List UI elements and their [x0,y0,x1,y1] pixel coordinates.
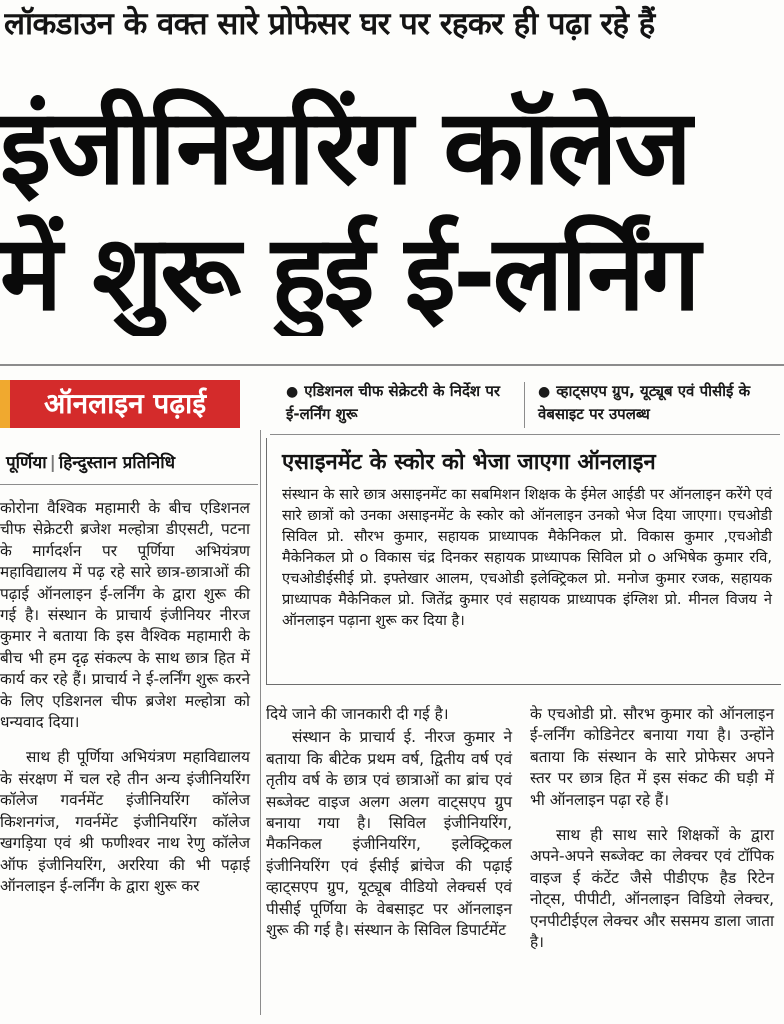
byline-divider [0,484,258,485]
article-column-1 [0,498,250,911]
bullet-divider [524,382,525,428]
headline [0,84,784,336]
bullet-text-1: एडिशनल चीफ सेक्रेटरी के निर्देश पर ई-लर्निंग शुरू [286,382,500,423]
headline-divider [0,364,784,366]
paragraph: दिये जाने की जानकारी दी गई है। [266,705,449,723]
column-divider-left [260,430,261,1015]
info-box-text: संस्थान के सारे छात्र असाइनमेंट का सबमिशन शिक्षक के ईमेल आईडी पर ऑनलाइन करेंगे एवं सारे छात्रों को उनका असाइनमेंट के स्कोर को ऑनलाइन उनको भेज दिया जाएगा। एचओडी सिविल प्रो. सौरभ कुमार, सहायक प्राध्यापक मैकेनिकल प्रो. विकास कुमार ,एचओडी मैकेनिकल प्रो o विकास चंद्र दिनकर सहायक प्राध्यापक सिविल प्रो o अभिषेक कुमार रवि, एचओडीईसीई प्रो. इफ्तेखार आलम, एचओडी इलेक्ट्रिकल प्रो. मनोज कुमार रजक, सहायक प्राध्यापक मैकेनिकल प्रो. जितेंद्र कुमार एवं सहायक प्राध्यापक इंग्लिश प्रो. मीनल विजय ने ऑनलाइन पढ़ाना शुरू कर दिया है। [282,486,772,629]
article-column-2 [266,704,512,955]
paragraph: साथ ही पूर्णिया अभियंत्रण महाविद्यालय के संरक्षण में चल रहे तीन अन्य इंजीनियरिंग कॉलेज गवर्नमेंट इंजीनियरिंग कॉलेज किशनगंज, गवर्नमेंट इंजीनियरिंग कॉलेज खगड़िया एवं श्री फणीश्वर नाथ रेणु कॉलेज ऑफ इंजीनियरिंग, अररिया की भी पढ़ाई ऑनलाइन ई-लर्निंग के द्वारा शुरू कर [0,748,250,895]
headline-line-2: में शुरू हुई ई-लर्निंग [0,212,698,334]
bullet-text-2: व्हाट्सएप ग्रुप, यूट्यूब एवं पीसीई के वेबसाइट पर उपलब्ध [538,382,751,423]
paragraph: के एचओडी प्रो. सौरभ कुमार को ऑनलाइन ई-लर्निंग कोडिनेटर बनाया गया है। उन्होंने बताया कि संस्थान के सारे प्रोफेसर अपने स्तर पर छात्र हित में इस संकट की घड़ी में भी ऑनलाइन पढ़ा रहे हैं। [530,705,774,809]
byline-separator: | [49,453,56,473]
byline-source: हिन्दुस्तान प्रतिनिधि [58,453,176,473]
info-box-title: एसाइनमेंट के स्कोर को भेजा जाएगा ऑनलाइन [282,450,656,475]
byline-place: पूर्णिया [6,453,47,473]
kicker-line: लॉकडाउन के वक्त सारे प्रोफेसर घर पर रहकर ही पढ़ा रहे हैं [4,6,655,42]
bullet-point-1 [286,380,516,425]
section-badge: ऑनलाइन पढ़ाई [0,380,240,428]
paragraph: साथ ही साथ सारे शिक्षकों के द्वारा अपने-अपने सब्जेक्ट का लेक्चर एवं टॉपिक वाइज ई कंटेंट जैसे पीडीएफ हैड रिटेन नोट्स, पीपीटी, ऑनलाइन विडियो लेक्चर, एनपीटीईएल लेक्चर और ससमय डाला जाता है। [530,826,774,952]
bullet-point-2 [538,380,774,425]
byline [6,450,262,473]
paragraph: संस्थान के प्राचार्य ई. नीरज कुमार ने बताया कि बीटेक प्रथम वर्ष, द्वितीय वर्ष एवं तृतीय वर्ष के छात्र एवं छात्राओं का ब्रांच एवं सब्जेक्ट वाइज अलग अलग वाट्सएप ग्रुप बनाया गया है। सिविल इंजीनियरिंग, मैकनिकल इंजीनियरिंग, इलेक्ट्रिकल इंजीनियरिंग एवं ईसीई ब्रांचेज की पढ़ाई व्हाट्सएप ग्रुप, यूट्यूब वीडियो लेक्चर्स एवं पीसीई पूर्णिया के वेबसाइट पर ऑनलाइन शुरू की गई है। संस्थान के सिविल डिपार्टमेंट [266,728,512,940]
headline-line-1: इंजीनियरिंग कॉलेज [0,86,689,208]
paragraph: कोरोना वैश्विक महामारी के बीच एडिशनल चीफ सेक्रेटरी ब्रजेश मल्होत्रा डीएसटी, पटना के मार्गदर्शन पर पूर्णिया अभियंत्रण महाविद्यालय में पढ़ रहे सारे छात्र-छात्राओं की पढ़ाई ऑनलाइन ई-लर्निंग के द्वारा शुरू की गई है। संस्थान के प्राचार्य इंजीनियर नीरज कुमार ने बताया कि इस वैश्विक महामारी के बीच भी हम दृढ़ संकल्प के साथ छात्र हित में कार्य कर रहे हैं। प्राचार्य ने ई-लर्निंग शुरू करने के लिए एडिशनल चीफ ब्रजेश मल्होत्रा को धन्यवाद दिया। [0,499,250,732]
bullet-dot-icon: ● [538,384,551,400]
bullet-dot-icon: ● [286,384,299,400]
article-column-3 [530,704,774,967]
bullets-divider [270,434,780,435]
